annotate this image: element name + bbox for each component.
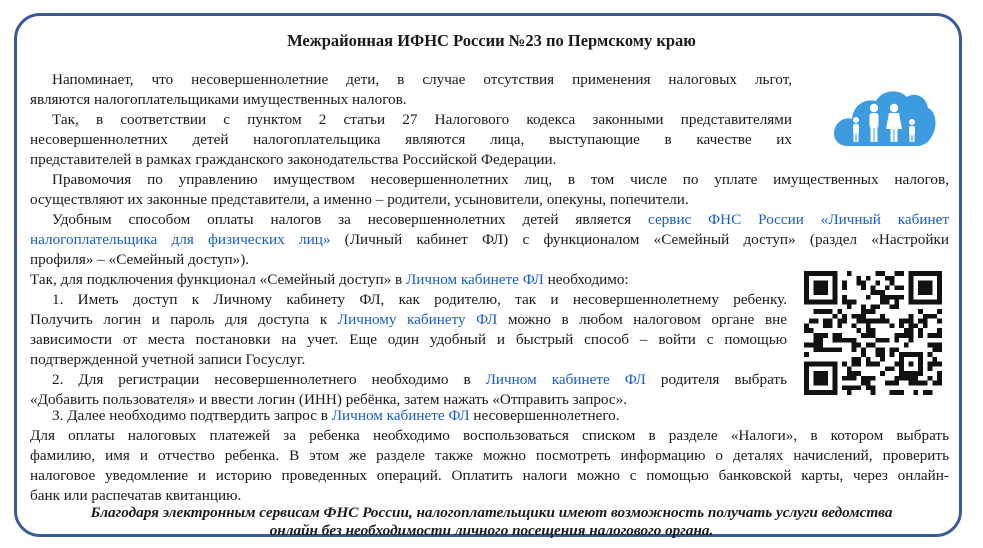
step-1-text-2: можно в любом налоговом органе вне	[497, 311, 787, 328]
service-link-cont[interactable]: налогоплательщика для физических лиц»	[30, 231, 331, 248]
step-1-line-4: подтвержденной учетной записи Госуслуг.	[30, 351, 306, 368]
paragraph-6-line-4: банк или распечатав квитанцию.	[30, 487, 242, 504]
paragraph-2-line-1: Так, в соответствии с пунктом 2 статьи 27 Налогового кодекса законными представителями	[52, 111, 792, 128]
paragraph-3-line-1: Правомочия по управлению имуществом несовершеннолетних лиц, в том числе по уплате имущественных налогов,	[52, 171, 949, 188]
paragraph-5-text: Так, для подключения функционал «Семейный доступ» в	[30, 271, 406, 288]
step-1-text: Получить логин и пароль для доступа к	[30, 311, 338, 328]
step-1-line-1: 1. Иметь доступ к Личному кабинету ФЛ, как родителю, так и несовершеннолетнему ребенку.	[52, 291, 787, 308]
paragraph-4-text: Удобным способом оплаты налогов за несовершеннолетних детей является	[52, 211, 649, 228]
step-3-text: 3. Далее необходимо подтвердить запрос в	[52, 407, 332, 424]
step-2-line-2: «Добавить пользователя» и ввести логин (ИНН) ребёнка, затем нажать «Отправить запрос».	[30, 391, 628, 408]
qr-code[interactable]	[804, 271, 942, 395]
paragraph-5-line	[30, 270, 629, 290]
step-2-line-1	[52, 370, 787, 390]
paragraph-3-line-2: осуществляют их законные представители, а именно – родители, усыновители, опекуны, попечители.	[30, 191, 689, 208]
closing-line-1: Благодаря электронным сервисам ФНС России, налогоплательщики имеют возможность получать услуги ведомства	[90, 504, 893, 521]
paragraph-1-line-2: являются налогоплательщиками имущественных налогов.	[30, 91, 407, 108]
service-link[interactable]: сервис ФНС России «Личный кабинет	[648, 211, 949, 228]
personal-account-link[interactable]: Личному кабинету ФЛ	[337, 311, 498, 328]
step-1-line-3: зависимости от места постановки на учет. Еще один удобный и быстрый способ – войти с помощью	[30, 331, 787, 348]
paragraph-1-line-1: Напоминает, что несовершеннолетние дети, в случае отсутствия применения налоговых льгот,	[52, 71, 792, 88]
personal-account-link[interactable]: Личном кабинете ФЛ	[485, 371, 646, 388]
step-3-line	[52, 406, 620, 426]
paragraph-4-line-2	[30, 230, 949, 250]
paragraph-2-line-2: несовершеннолетних детей налогоплательщика являются лица, выступающие в качестве их	[30, 131, 792, 148]
paragraph-4-text-2: (Личный кабинет ФЛ) с функционалом «Семейный доступ» (раздел «Настройки	[330, 231, 949, 248]
paragraph-5-text-2: необходимо:	[543, 271, 629, 288]
personal-account-link[interactable]: Личном кабинете ФЛ	[331, 407, 470, 424]
paragraph-2-line-3: представителей в рамках гражданского законодательства Российской Федерации.	[30, 151, 557, 168]
paragraph-6-line-3: налоговое уведомление и историю проведенных операций. Оплатить налоги можно с помощью банковской карты, через онлайн-	[30, 467, 949, 484]
step-2-text: 2. Для регистрации несовершеннолетнего необходимо в	[52, 371, 486, 388]
paragraph-4-line-1	[52, 210, 949, 230]
closing-line-2: онлайн без необходимости личного посещения налогового органа.	[269, 522, 714, 539]
personal-account-link[interactable]: Личном кабинете ФЛ	[406, 271, 544, 288]
step-2-text-2: родителя выбрать	[645, 371, 787, 388]
family-cloud-icon	[832, 86, 936, 148]
page-title: Межрайонная ИФНС России №23 по Пермскому краю	[287, 31, 696, 50]
paragraph-6-line-2: фамилию, имя и отчество ребенка. В этом же разделе также можно посмотреть информацию о деталях начислений, проверить	[30, 447, 949, 464]
step-3-text-2: несовершеннолетнего.	[469, 407, 620, 424]
paragraph-6-line-1: Для оплаты налоговых платежей за ребенка необходимо воспользоваться списком в разделе «Налоги», в котором выбрать	[30, 427, 949, 444]
paragraph-4-line-3: профиля» – «Семейный доступ»).	[30, 251, 250, 268]
step-1-line-2	[30, 310, 787, 330]
